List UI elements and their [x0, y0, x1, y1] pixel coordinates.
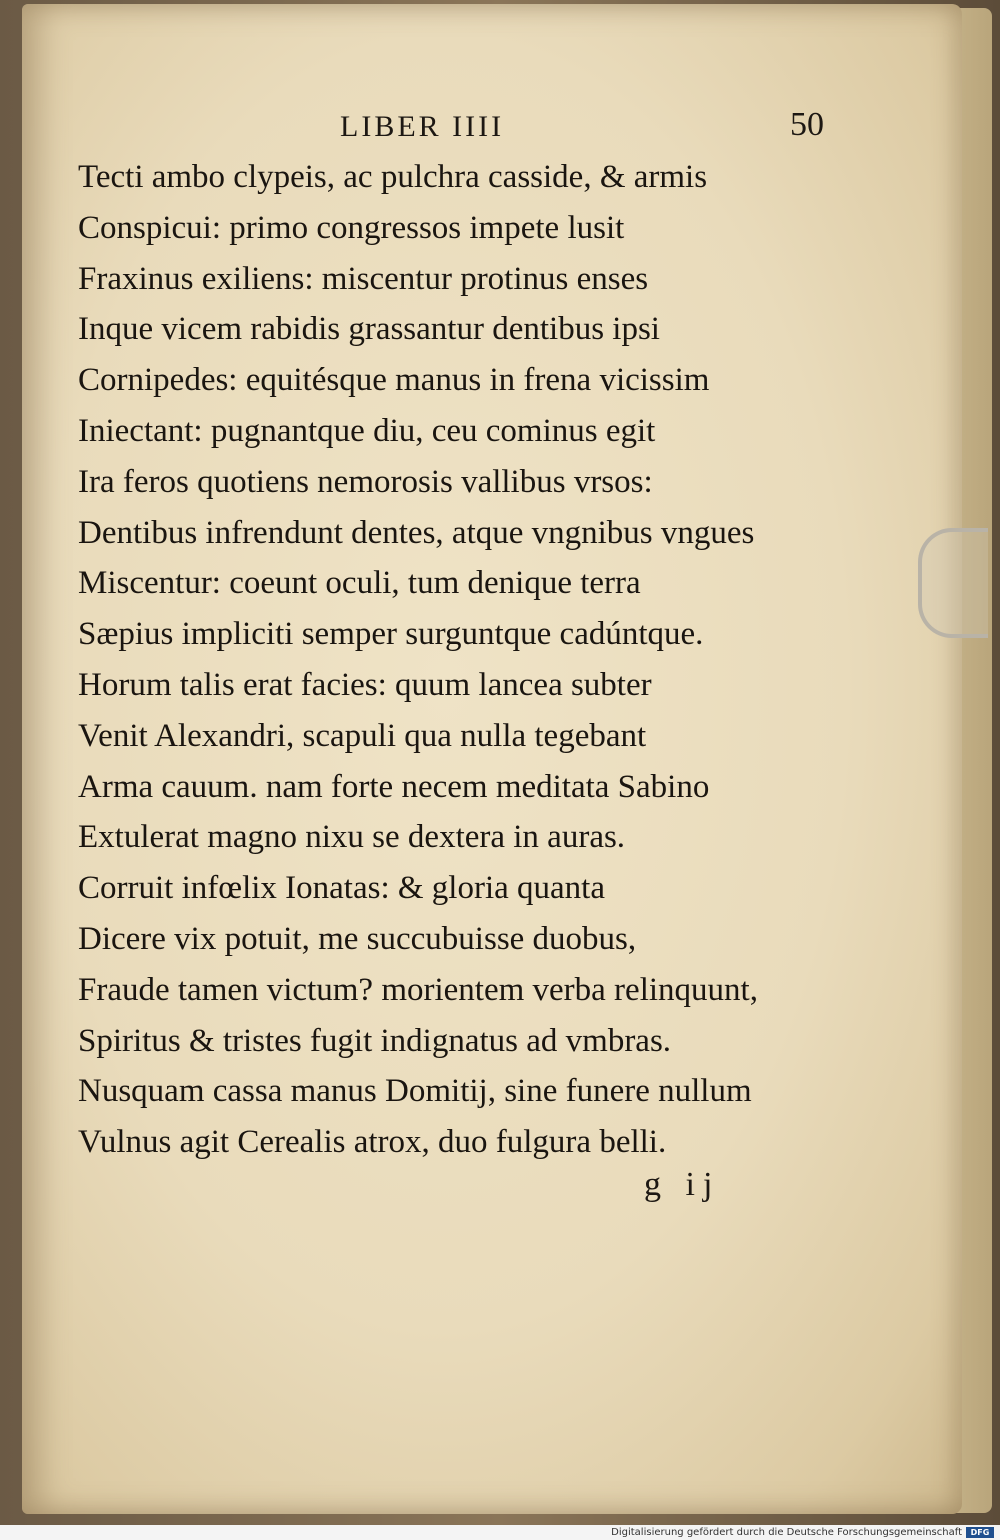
verse-line: Vulnus agit Cerealis atrox, duo fulgura belli. — [78, 1124, 667, 1161]
verse-line: Nusquam cassa manus Domitij, sine funere nullum — [78, 1073, 752, 1110]
dfg-logo-icon: DFG — [966, 1527, 994, 1538]
verse-line: Tecti ambo clypeis, ac pulchra casside, & armis — [78, 159, 708, 195]
book-page — [22, 4, 962, 1514]
signature-mark: g ij — [644, 1166, 721, 1203]
verse-line: Arma cauum. nam forte necem meditata Sabino — [78, 768, 710, 805]
verse-line: Iniectant: pugnantque diu, ceu cominus egit — [78, 412, 656, 449]
page-clip — [918, 528, 988, 638]
verse-line: Horum talis erat facies: quum lancea subter — [78, 666, 652, 703]
page-number: 50 — [790, 106, 824, 143]
verse-line: Dicere vix potuit, me succubuisse duobus, — [78, 920, 637, 957]
verse-line: Sæpius impliciti semper surguntque cadúntque. — [78, 616, 704, 653]
verse-line: Extulerat magno nixu se dextera in auras. — [78, 819, 626, 856]
funding-credit: Digitalisierung gefördert durch die Deutsche Forschungsgemeinschaft — [611, 1527, 962, 1538]
verse-text — [78, 152, 918, 1168]
verse-line: Miscentur: coeunt oculi, tum denique terra — [78, 565, 641, 602]
verse-line: Ira feros quotiens nemorosis vallibus vrsos: — [78, 463, 653, 500]
digitization-footer — [0, 1525, 1000, 1540]
verse-line: Conspicui: primo congressos impete lusit — [78, 209, 625, 246]
verse-line: Inque vicem rabidis grassantur dentibus ipsi — [78, 311, 660, 348]
book-title: LIBER IIII — [340, 110, 505, 143]
verse-line: Corruit infœlix Ionatas: & gloria quanta — [78, 870, 605, 907]
running-head — [22, 102, 962, 152]
verse-line: Venit Alexandri, scapuli qua nulla tegebant — [78, 717, 647, 754]
verse-line: Cornipedes: equitésque manus in frena vicissim — [78, 362, 710, 399]
verse-line: Dentibus infrendunt dentes, atque vngnibus vngues — [78, 514, 755, 551]
verse-line: Fraude tamen victum? morientem verba relinquunt, — [78, 971, 758, 1008]
verse-line: Spiritus & tristes fugit indignatus ad vmbras. — [78, 1022, 672, 1059]
verse-line: Fraxinus exiliens: miscentur protinus enses — [78, 260, 649, 297]
